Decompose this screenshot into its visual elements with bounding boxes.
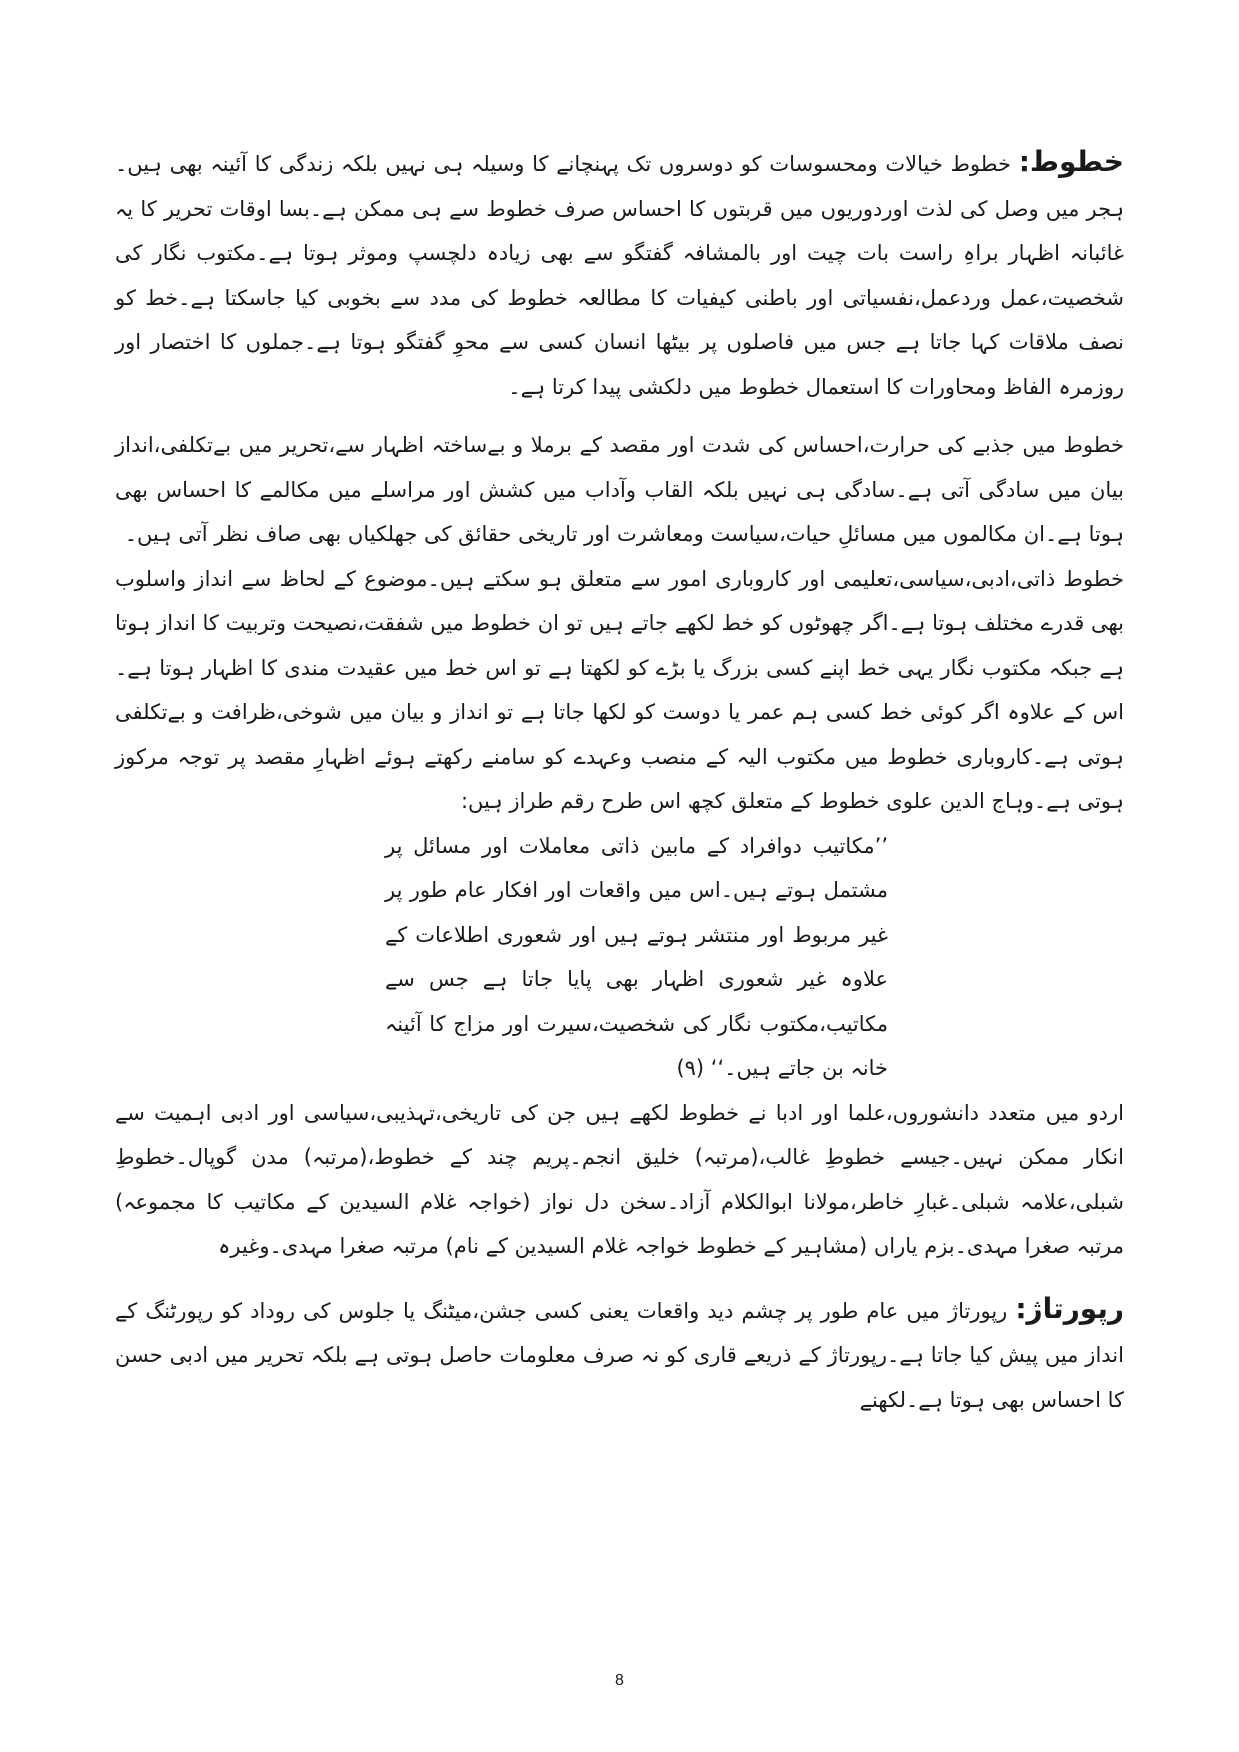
khutoot-paragraph-2: خطوط میں جذبے کی حرارت،احساس کی شدت اور مقصد کے برملا و بےساختہ اظہار سے،تحریر میں بےتکلفی،انداز بیان میں سادگی آتی ہے۔سادگی ہی نہیں بلکہ القاب وآداب میں کشش اور مراسلے میں مکالمے کا احساس بھی ہوتا ہے۔ان مکالموں میں مسائلِ حیات،سیاست ومعاشرت اور تاریخی حقائق کی جھلکیاں بھی صاف نظر آتی ہیں۔: [115, 433, 1124, 546]
paragraph-text: رپورتاژ میں عام طور پر چشم دید واقعات یعنی کسی جشن،میٹنگ یا جلوس کی روداد کو رپورٹنگ کے انداز میں پیش کیا جاتا ہے۔رپورتاژ کے ذریعے قاری کو نہ صرف معلومات حاصل ہوتی ہے بلکہ تحریر میں ادبی حسن کا احساس بھی ہوتا ہے۔لکھنے: [115, 1298, 1124, 1412]
page-body: [115, 140, 1124, 1422]
block-quote: ’’مکاتیب دوافراد کے مابین ذاتی معاملات اور مسائل پر مشتمل ہوتے ہیں۔اس میں واقعات اور افکار عام طور پر غیر مربوط اور منتشر ہوتے ہیں اور شعوری اطلاعات کے علاوہ غیر شعوری اظہار بھی پایا جاتا ہے جس سے مکاتیب،مکتوب نگار کی شخصیت،سیرت اور مزاج کا آئینہ خانہ بن جاتے ہیں۔‘‘ (۹): [385, 833, 888, 1080]
reportaz-paragraph: [115, 1287, 1124, 1423]
khutoot-intro-paragraph: [115, 140, 1124, 409]
khutoot-paragraph-3: خطوط ذاتی،ادبی،سیاسی،تعلیمی اور کاروباری امور سے متعلق ہو سکتے ہیں۔موضوع کے لحاظ سے انداز واسلوب بھی قدرے مختلف ہوتا ہے۔اگر چھوٹوں کو خط لکھے جاتے ہیں تو ان خطوط میں شفقت،نصیحت وتربیت کا انداز ہوتا ہے جبکہ مکتوب نگار یہی خط اپنے کسی بزرگ یا بڑے کو لکھتا ہے تو اس خط میں عقیدت مندی کا اظہار ہوتا ہے۔اس کے علاوہ اگر کوئی خط کسی ہم عمر یا دوست کو لکھا جاتا ہے تو انداز و بیان میں شوخی،ظرافت و بےتکلفی ہوتی ہے۔کاروباری خطوط میں مکتوب الیہ کے منصب وعہدے کو سامنے رکھتے ہوئے اظہارِ مقصد پر توجہ مرکوز ہوتی ہے۔وہاج الدین علوی خطوط کے متعلق کچھ اس طرح رقم طراز ہیں:: [115, 566, 1124, 813]
page-number: 8: [615, 1672, 624, 1689]
section-heading-reportaz: رپورتاژ:: [1015, 1291, 1124, 1325]
khutoot-closing-paragraph: اردو میں متعدد دانشوروں،علما اور ادبا نے خطوط لکھے ہیں جن کی تاریخی،تہذیبی،سیاسی اور ادبی اہمیت سے انکار ممکن نہیں۔جیسے خطوطِ غالب،(مرتبہ) خلیق انجم۔پریم چند کے خطوط،(مرتبہ) مدن گوپال۔خطوطِ شبلی،علامہ شبلی۔غبارِ خاطر،مولانا ابوالکلام آزاد۔سخن دل نواز (خواجہ غلام السیدین کے مکاتیب کا مجموعہ) مرتبہ صغرا مہدی۔بزم یاراں (مشاہیر کے خطوط خواجہ غلام السیدین کے نام) مرتبہ صغرا مہدی۔وغیرہ: [115, 1100, 1124, 1258]
paragraph-text: خطوط خیالات ومحسوسات کو دوسروں تک پہنچانے کا وسیلہ ہی نہیں بلکہ زندگی کا آئینہ بھی ہیں۔ہجر میں وصل کی لذت اوردوریوں میں قربتوں کا احساس صرف خطوط سے ہی ممکن ہے۔بسا اوقات تحریر کا یہ غائبانہ اظہار براہِ راست بات چیت اور بالمشافہ گفتگو سے بھی زیادہ دلچسپ وموثر ہوتا ہے۔مکتوب نگار کی شخصیت،عمل وردعمل،نفسیاتی اور باطنی کیفیات کا مطالعہ خطوط کی مدد سے بخوبی کیا جاسکتا ہے۔خط کو نصف ملاقات کہا جاتا ہے جس میں فاصلوں پر بیٹھا انسان کسی سے محوِ گفتگو ہوتا ہے۔جملوں کا اختصار اور روزمرہ الفاظ ومحاورات کا استعمال خطوط میں دلکشی پیدا کرتا ہے۔: [115, 152, 1124, 399]
section-heading-khutoot: خطوط:: [1018, 145, 1124, 178]
